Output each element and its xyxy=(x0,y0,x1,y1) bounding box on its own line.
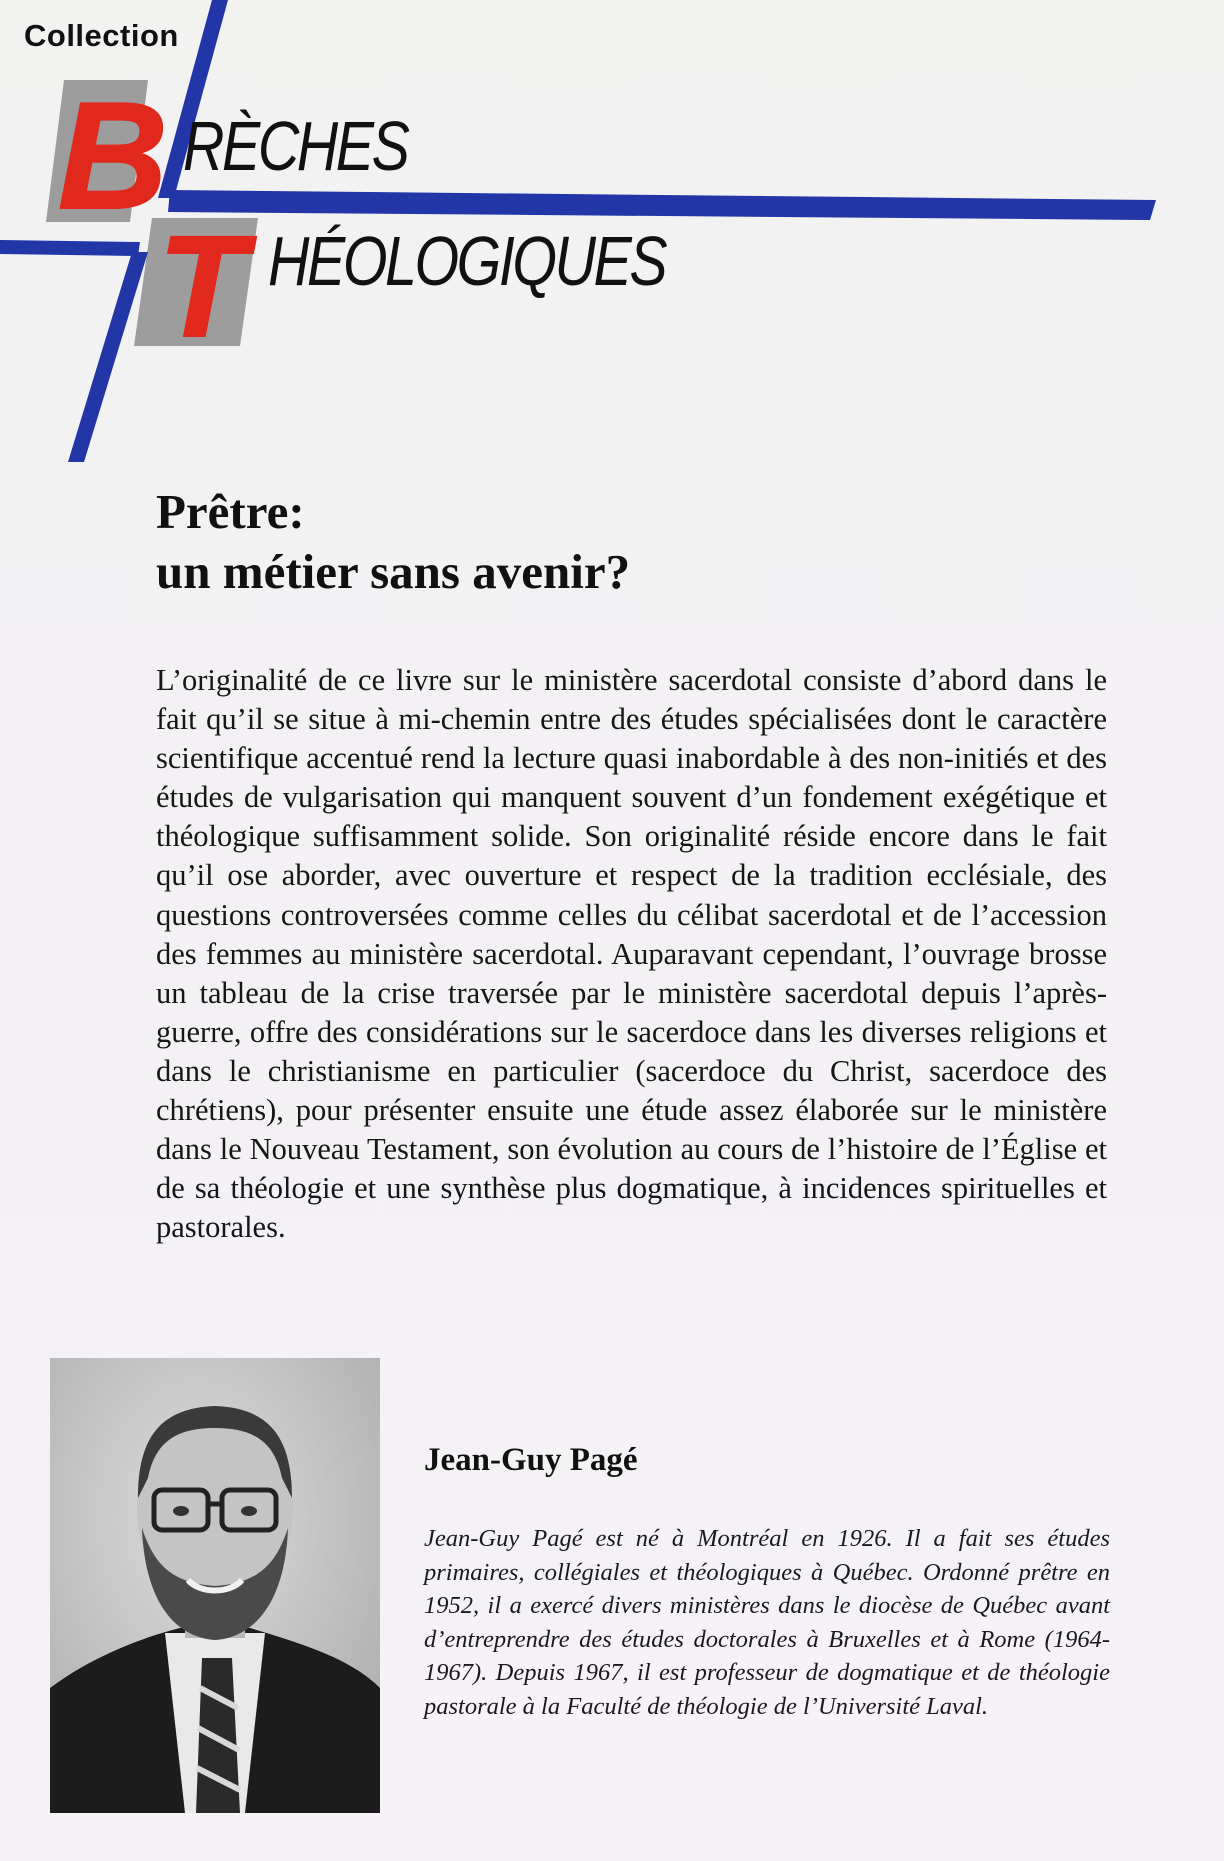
collection-label: Collection xyxy=(24,18,179,53)
book-title-line-2: un métier sans avenir? xyxy=(156,544,631,599)
author-bio: Jean-Guy Pagé est né à Montréal en 1926. Il a fait ses études primaires, collégiales et théologiques à Québec. Ordonné prêtre en 1952, il a exercé divers ministères dans le diocèse de Québec avant d’entreprendre des études doctorales à Bruxelles et à Rome (1964-1967). Depuis 1967, il est professeur de dogmatique et de théologie pastorale à la Faculté de théologie de l’Université Laval. xyxy=(424,1525,1110,1720)
logo-line-horizontal-2 xyxy=(0,240,140,256)
series-word-theologiques: HÉOLOGIQUES xyxy=(268,222,666,300)
logo-line-horizontal-1 xyxy=(168,190,1156,220)
logo-line-vertical-2 xyxy=(68,252,148,462)
book-title-line-1: Prêtre: xyxy=(156,484,305,539)
logo-letter-b: B xyxy=(58,71,168,241)
series-word-breches: RÈCHES xyxy=(183,107,408,185)
author-name: Jean-Guy Pagé xyxy=(424,1442,638,1478)
book-description: L’originalité de ce livre sur le ministère sacerdotal consiste d’abord dans le fait qu’il se situe à mi-chemin entre des études spécialisées dont le caractère scientifique accentué rend la lecture quasi inabordable à des non-initiés et des études de vulgarisation qui manquent souvent d’un fondement exégétique et théologique suffisamment solide. Son originalité réside encore dans le fait qu’il ose aborder, avec ouverture et respect de la tradition ecclésiale, des questions controversées comme celles du célibat sacerdotal et de l’accession des femmes au ministère sacerdotal. Auparavant cependant, l’ouvrage brosse un tableau de la crise traversée par le ministère sacerdotal depuis l’après-guerre, offre des considérations sur le sacerdoce dans les diverses religions et dans le christianisme en particulier (sacerdoce du Christ, sacerdoce des chrétiens), pour présenter ensuite une étude assez élaborée sur le ministère dans le Nouveau Testament, son évolution au cours de l’histoire de l’Église et de sa théologie et une synthèse plus dogmatique, à incidences spirituelles et pastorales. xyxy=(156,663,1107,1245)
author-photo xyxy=(50,1358,380,1813)
logo-letter-t: T xyxy=(158,206,246,367)
book-title xyxy=(156,482,630,602)
